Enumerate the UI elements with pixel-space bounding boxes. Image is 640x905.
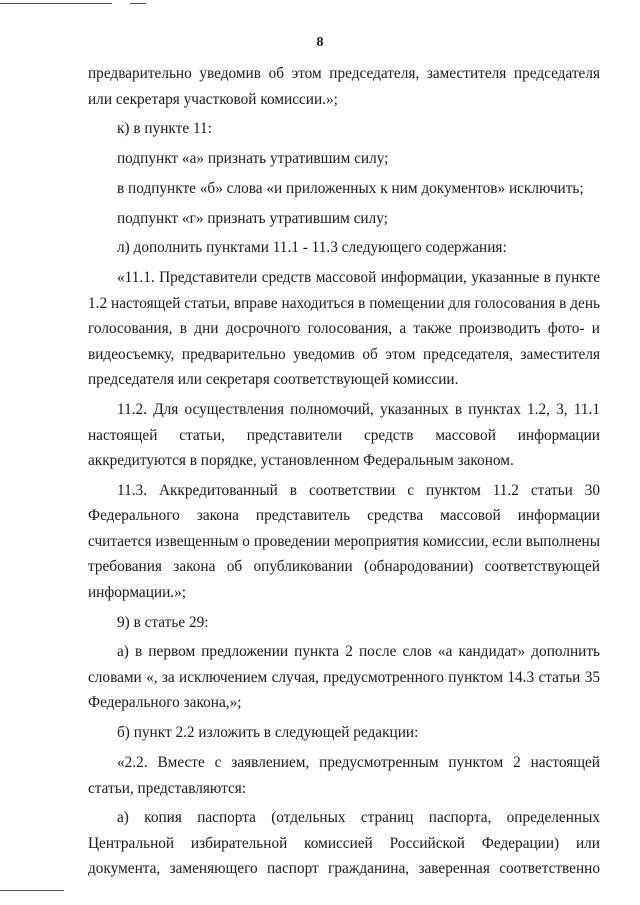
paragraph-4: в подпункте «б» слова «и приложенных к ним документов» исключить; — [117, 179, 584, 197]
paragraph-14: а) копия паспорта (отдельных страниц паспорта, определенных Центральной избирательной комиссией Российской Федерации) или документа, заменяющего паспорт гражданина, заверенная соответственно — [88, 809, 600, 878]
paragraph-12: б) пункт 2.2 изложить в следующей редакции: — [117, 724, 419, 742]
scan-edge-line-bottom — [0, 890, 64, 891]
paragraph-13: «2.2. Вместе с заявлением, предусмотренным пунктом 2 настоящей статьи, представляются: — [88, 754, 600, 797]
paragraph-3: подпункт «а» признать утратившим силу; — [117, 150, 389, 168]
body-text — [88, 61, 600, 882]
paragraph-1: предварительно уведомив об этом председателя, заместителя председателя или секретаря участковой комиссии.»; — [88, 65, 600, 108]
paragraph-8: 11.2. Для осуществления полномочий, указанных в пунктах 1.2, 3, 11.1 настоящей статьи, представители средств массовой информации аккредитуются в порядке, установленном Федеральным законом. — [88, 401, 600, 470]
paragraph-6: л) дополнить пунктами 11.1 - 11.3 следующего содержания: — [117, 239, 507, 257]
paragraph-11: а) в первом предложении пункта 2 после слов «а кандидат» дополнить словами «, за исключением случая, предусмотренного пунктом 14.3 статьи 35 Федерального закона,»; — [88, 643, 600, 712]
scan-edge-line-top — [0, 3, 112, 4]
paragraph-9: 11.3. Аккредитованный в соответствии с пунктом 11.2 статьи 30 Федерального закона представитель средства массовой информации считается извещенным о проведении мероприятия комиссии, если выполнены требования закона об опубликовании (обнародовании) соответствующей информации.»; — [88, 481, 600, 601]
paragraph-2: к) в пункте 11: — [117, 120, 212, 138]
scan-edge-line-top-short — [130, 3, 146, 4]
paragraph-10: 9) в статье 29: — [117, 613, 209, 631]
paragraph-7: «11.1. Представители средств массовой информации, указанные в пункте 1.2 настоящей статьи, вправе находиться в помещении для голосования в день голосования, в дни досрочного голосования, а также производить фото- и видеосъемку, предварительно уведомив об этом председателя, заместителя председателя или секретаря соответствующей комиссии. — [88, 269, 600, 389]
paragraph-5: подпункт «г» признать утратившим силу; — [117, 209, 388, 227]
page-number: 8 — [316, 35, 324, 50]
